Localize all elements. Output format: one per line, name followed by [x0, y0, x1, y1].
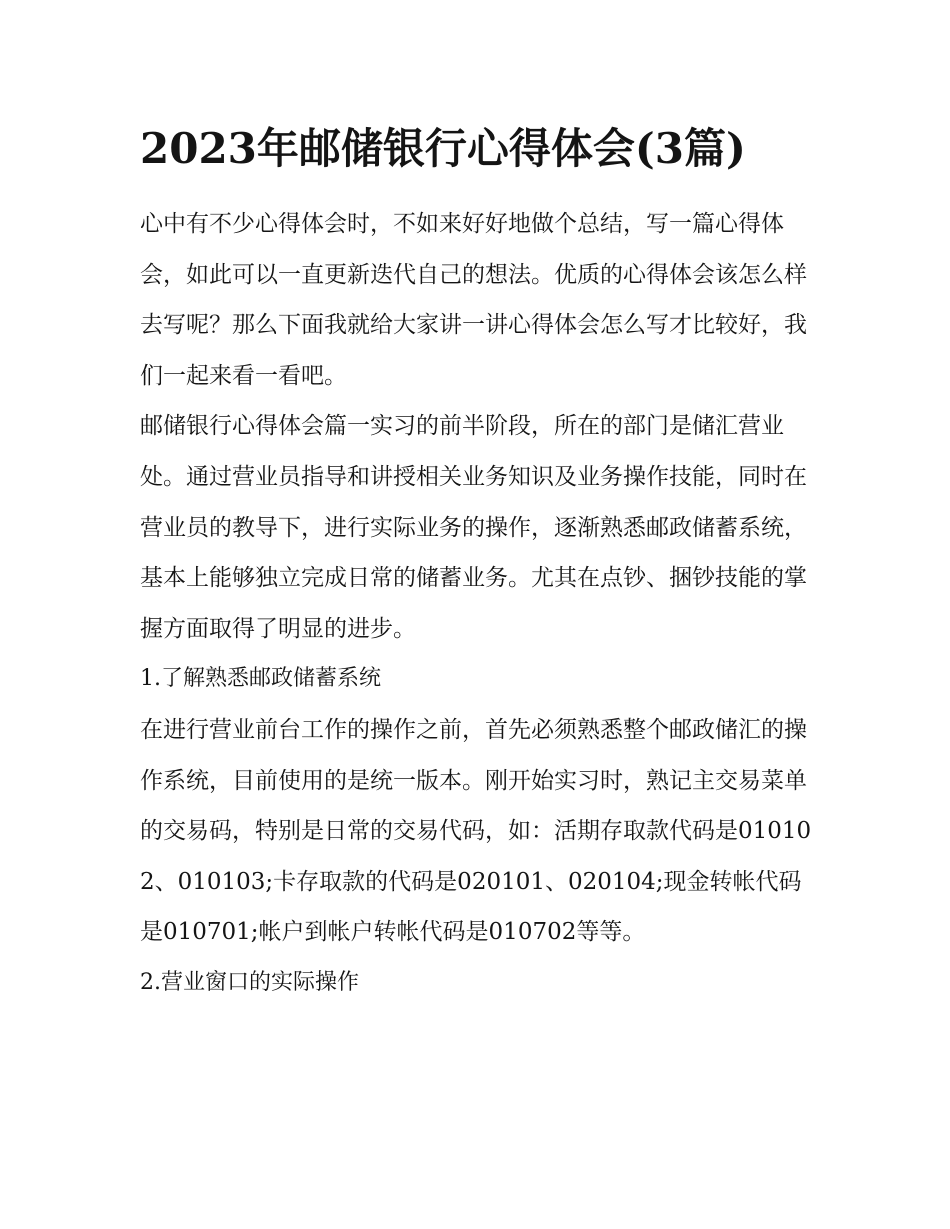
- system-paragraph: 在进行营业前台工作的操作之前，首先必须熟悉整个邮政储汇的操作系统，目前使用的是统一版本。刚开始实习时，熟记主交易菜单的交易码，特别是日常的交易代码，如：活期存取款代码是010102、010103;卡存取款的代码是020101、020104;现金转帐代码是010701;帐户到帐户转帐代码是010702等等。: [140, 716, 812, 946]
- intro-paragraph: 心中有不少心得体会时，不如来好好地做个总结，写一篇心得体会，如此可以一直更新迭代自己的想法。优质的心得体会该怎么样去写呢？那么下面我就给大家讲一讲心得体会怎么写才比较好，我们一起来看一看吧。: [140, 211, 807, 389]
- document-title: 2023年邮储银行心得体会(3篇): [140, 124, 746, 173]
- section-one-paragraph: 邮储银行心得体会篇一实习的前半阶段，所在的部门是储汇营业处。通过营业员指导和讲授相关业务知识及业务操作技能，同时在营业员的教导下，进行实际业务的操作，逐渐熟悉邮政储蓄系统，基本上能够独立完成日常的储蓄业务。尤其在点钞、捆钞技能的掌握方面取得了明显的进步。: [140, 413, 807, 642]
- document-body: [140, 199, 816, 1009]
- document-content: [140, 118, 816, 1009]
- subheading-2: 2.营业窗口的实际操作: [140, 969, 359, 995]
- subheading-1: 1.了解熟悉邮政储蓄系统: [140, 666, 381, 692]
